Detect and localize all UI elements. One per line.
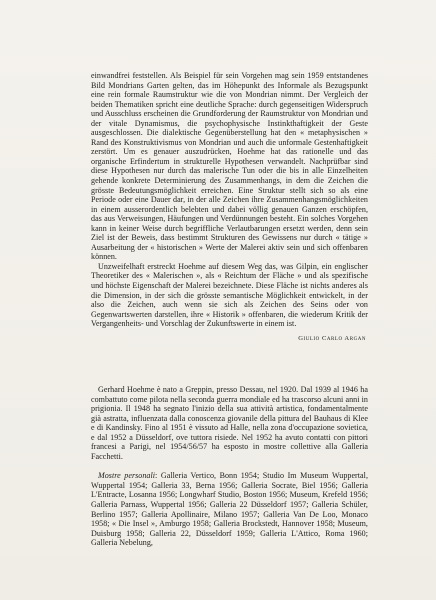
author-signature: Giulio Carlo Argan	[298, 334, 366, 342]
essay-text	[91, 71, 368, 342]
solo-exhibitions-paragraph	[91, 471, 368, 547]
essay-paragraph: einwandfrei feststellen. Als Beispiel für sein Vorgehen mag sein 1959 entstandenes Bild Mondrians Garten gelten, das im Höhepunkt des Informale als Bezugspunkt eine rein formale Raumstruktur wie die von Mondrian nimmt. Der Vergleich der beiden Thematiken spricht eine deutliche Sprache: durch gegenseitigen Widerspruch und Ausschluss erscheinen die Grundforderung der Raumstruktur von Mondrian und der vitale Dynamismus, die psychophysische Instinkthaftigkeit der Geste ausgeschlossen. Die dialektische Gegenüberstellung hat den « metaphysischen » Rand des Konstruktivismus von Mondrian und auch die unformale Gestenhaftigkeit zerstört. Um es genauer auszudrücken, Hoehme hat das rationelle und das organische Erfindertum in strukturelle Hypothesen verwandelt. Nachprüfbar sind diese Hypothesen nur durch das malerische Tun oder die bis in alle Einzelheiten gehende konkrete Determinierung des Zusammenhangs, in dem die Zeichen die grösste Bedeutungsmöglichkeit erreichen. Eine Struktur stellt sich so als eine Periode oder eine Dauer dar, in der alle Zeichen ihre Zusammenhangsmöglichkeiten in einem ausserordentlich belebten und dabei völlig genauen Ganzen erschöpfen, das aus Verweisungen, Häufungen und Verdünnungen besteht. Ein solches Vorgehen kann in keiner Weise durch begriffliche Verlautbarungen ersetzt werden, denn sein Ziel ist der Beweis, dass bestimmt Strukturen des Gewissens nur durch « tätige » Ausarbeitung der « historischen » Werte der Malerei aktiv sein und sich offenbaren können.	[91, 71, 368, 262]
solo-exhibitions-label: Mostre personali	[98, 471, 156, 481]
biography-paragraph: Gerhard Hoehme è nato a Greppin, presso Dessau, nel 1920. Dal 1939 al 1946 ha combattuto come pilota nella seconda guerra mondiale ed ha trascorso alcuni anni in prigionia. Il 1948 ha segnato l'inizio della sua attività artistica, fondamentalmente già astratta, influenzata dalla conoscenza giovanile della pittura del Bauhaus di Klee e di Kandinsky. Fino al 1951 è vissuto ad Halle, nella zona d'occupazione sovietica, e dal 1952 a Düsseldorf, ove tuttora risiede. Nel 1952 ha avuto contatti con pittori francesi a Parigi, nel 1954/56/57 ha esposto in mostre collettive alla Galleria Facchetti.	[91, 385, 368, 461]
solo-exhibitions-list: : Galleria Vertico, Bonn 1954; Studio Im Museum Wuppertal, Wuppertal 1954; Galleria 33, Berna 1956; Galleria Socrate, Biel 1956; Galleria L'Entracte, Losanna 1956; Longwharf Studio, Boston 1956; Museum, Krefeld 1956; Galleria Parnass, Wuppertal 1956; Galleria 22 Düsseldorf 1957; Galleria Schüler, Berlino 1957; Galleria Apollinaire, Milano 1957; Galleria Van De Loo, Monaco 1958; « Die Insel », Amburgo 1958; Galleria Brockstedt, Hannover 1958; Museum, Duisburg 1958; Galleria 22, Düsseldorf 1959; Galleria L'Attico, Roma 1960; Galleria Nebelung,	[91, 471, 368, 548]
artist-biography	[91, 385, 368, 548]
essay-paragraph: Unzweifelhaft erstreckt Hoehme auf diesem Weg das, was Gilpin, ein englischer Theoretiker des « Malerischen », als « Reichtum der Fläche » und als spezifische und höchste Eigenschaft der Malerei bezeichnete. Diese Fläche ist nichts anderes als die Dimension, in der sich die grösste semantische Möglichkeit entwickelt, in der also die Zeichen, auch wenn sie sich als Zeichen des Seins oder von Gegenwartswerten darstellen, ihre « Historik » offenbaren, die wiederum Kritik der Vergangenheits- und Vorschlag der Zukunftswerte in einem ist.	[91, 261, 368, 329]
